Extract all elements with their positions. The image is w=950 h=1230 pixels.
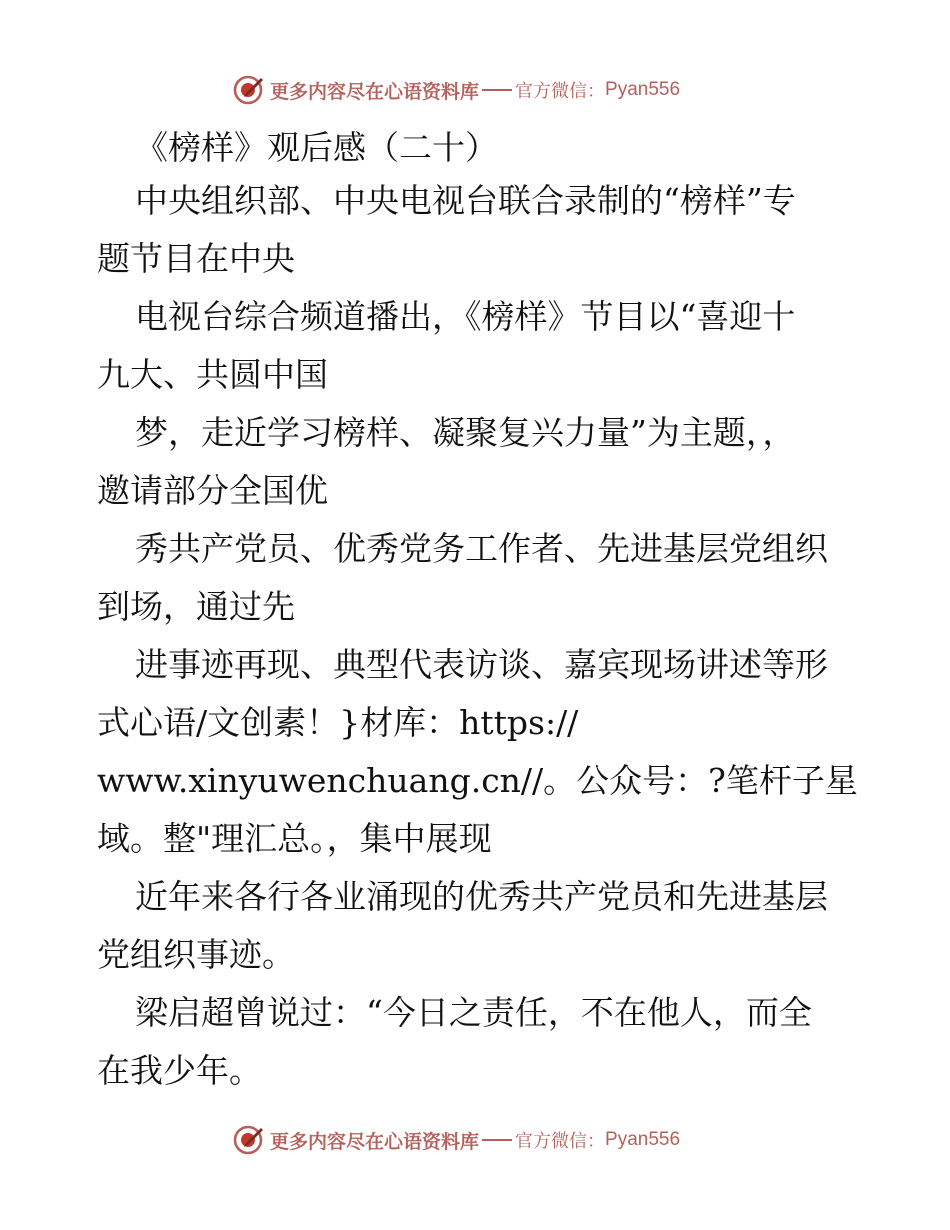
paragraph-line bbox=[97, 926, 857, 984]
banner-dash bbox=[482, 89, 512, 91]
paragraph-line bbox=[97, 694, 857, 752]
banner-brand-text: 更多内容尽在心语资料库 bbox=[270, 1130, 480, 1153]
document-title: 《榜样》观后感（二十） bbox=[135, 128, 498, 167]
paragraph-line bbox=[97, 230, 857, 288]
paragraph-line bbox=[97, 578, 857, 636]
line-text: 题节目在中央 bbox=[97, 239, 295, 278]
paragraph-line bbox=[97, 1042, 857, 1100]
pen-logo-icon bbox=[232, 73, 266, 107]
banner-brand-text: 更多内容尽在心语资料库 bbox=[270, 80, 480, 103]
paragraph-line bbox=[97, 172, 857, 230]
line-text: 党组织事迹。 bbox=[97, 935, 295, 974]
line-text: 近年来各行各业涌现的优秀共产党员和先进基层 bbox=[135, 877, 828, 916]
line-text: 域。整"理汇总。，集中展现 bbox=[97, 819, 492, 858]
line-text: 中央组织部、中央电视台联合录制的“榜样”专 bbox=[135, 181, 796, 220]
paragraph-line bbox=[97, 520, 857, 578]
footer-banner bbox=[232, 1122, 680, 1158]
paragraph-line bbox=[97, 984, 857, 1042]
banner-wechat-id: Pyan556 bbox=[605, 79, 681, 100]
paragraph-line bbox=[97, 752, 857, 810]
banner-official-text: 官方微信： bbox=[515, 1131, 606, 1152]
paragraph-line bbox=[97, 288, 857, 346]
paragraph-line bbox=[97, 810, 857, 868]
line-text: www.xinyuwenchuang.cn//。公众号：?笔杆子星 bbox=[97, 761, 858, 800]
paragraph-line bbox=[97, 404, 857, 462]
paragraph-line bbox=[97, 868, 857, 926]
line-text: 在我少年。 bbox=[97, 1051, 262, 1090]
paragraph-line bbox=[97, 346, 857, 404]
paragraph-line bbox=[97, 462, 857, 520]
pen-logo-icon bbox=[232, 1123, 266, 1157]
banner-dash bbox=[482, 1139, 512, 1141]
paragraph-line bbox=[97, 636, 857, 694]
banner-official-text: 官方微信： bbox=[515, 81, 606, 102]
banner-wechat-id: Pyan556 bbox=[605, 1129, 681, 1150]
header-banner bbox=[232, 72, 680, 108]
line-text: 式心语/文创素！}材库：https:// bbox=[97, 703, 579, 742]
line-text: 邀请部分全国优 bbox=[97, 471, 328, 510]
document-body bbox=[97, 124, 857, 1100]
line-text: 电视台综合频道播出，《榜样》节目以“喜迎十 bbox=[135, 297, 796, 336]
line-text: 梁启超曾说过：“今日之责任，不在他人，而全 bbox=[135, 993, 812, 1032]
line-text: 梦，走近学习榜样、凝聚复兴力量”为主题，， bbox=[135, 413, 796, 452]
line-text: 九大、共圆中国 bbox=[97, 355, 328, 394]
line-text: 秀共产党员、优秀党务工作者、先进基层党组织 bbox=[135, 529, 828, 568]
line-text: 进事迹再现、典型代表访谈、嘉宾现场讲述等形 bbox=[135, 645, 828, 684]
line-text: 到场，通过先 bbox=[97, 587, 295, 626]
